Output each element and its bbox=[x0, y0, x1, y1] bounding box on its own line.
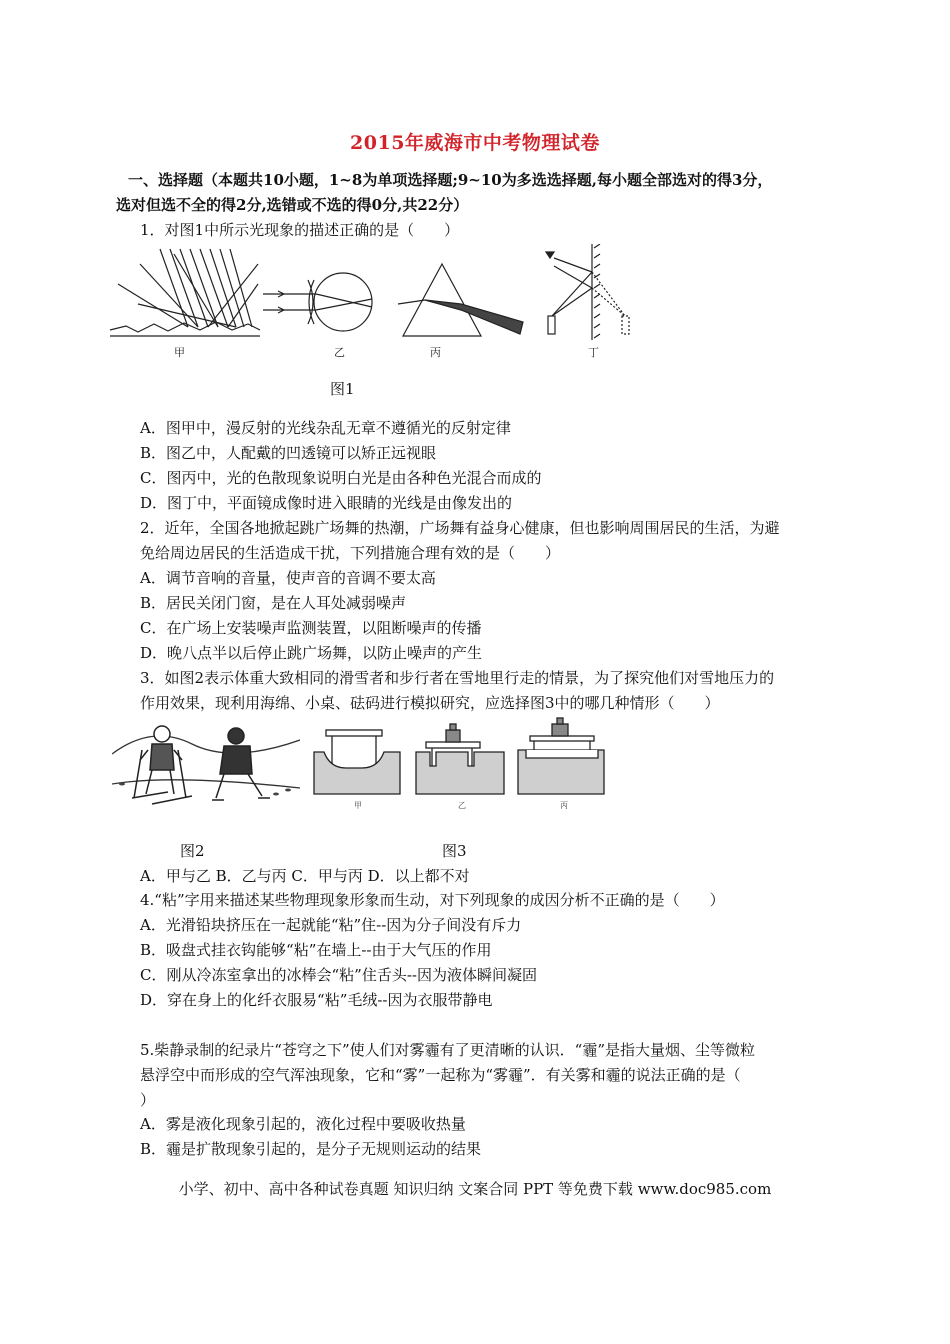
figure-2-skier-walker bbox=[112, 714, 300, 806]
section-heading-line1: 一、选择题（本题共10小题，1~8为单项选择题;9~10为多选选择题,每小题全部选对的得3分， bbox=[128, 171, 773, 189]
q4-option-c: C．刚从冷冻室拿出的冰棒会“粘”住舌头--因为液体瞬间凝固 bbox=[140, 966, 537, 984]
figure-3-sponge-table bbox=[308, 716, 614, 812]
q4-stem: 4.“粘”字用来描述某些物理现象形象而生动，对下列现象的成因分析不正确的是（ ） bbox=[140, 891, 725, 909]
footer-download-note: 小学、初中、高中各种试卷真题 知识归纳 文案合同 PPT 等免费下载 www.doc985.com bbox=[178, 1180, 772, 1198]
q2-stem-line2: 免给周边居民的生活造成干扰，下列措施合理有效的是（ ） bbox=[140, 544, 561, 562]
walker bbox=[212, 728, 270, 800]
q2-option-d: D．晚八点半以后停止跳广场舞，以防止噪声的产生 bbox=[140, 644, 483, 662]
q3-options: A．甲与乙 B．乙与丙 C．甲与丙 D．以上都不对 bbox=[140, 867, 470, 885]
q3-stem-line1: 3．如图2表示体重大致相同的滑雪者和步行者在雪地里行走的情景，为了探究他们对雪地压力的 bbox=[140, 669, 775, 687]
q4-option-b: B．吸盘式挂衣钩能够“粘”在墙上--由于大气压的作用 bbox=[140, 941, 492, 959]
fig1-label-yi: 乙 bbox=[334, 346, 345, 359]
q5-option-b: B．霾是扩散现象引起的，是分子无规则运动的结果 bbox=[140, 1140, 482, 1158]
fig1-jia-diffuse-reflection bbox=[110, 249, 260, 336]
fig1-label-ding: 丁 bbox=[588, 346, 599, 359]
fig1-ding-plane-mirror bbox=[546, 244, 629, 340]
fig3-label-bing: 丙 bbox=[560, 801, 568, 810]
fig3-caption: 图3 bbox=[442, 842, 467, 860]
fig1-caption: 图1 bbox=[330, 380, 355, 398]
fig3-bing bbox=[518, 718, 604, 794]
q5-stem-line2: 悬浮空中而形成的空气浑浊现象，它和“雾”一起称为“雾霾”．有关雾和霾的说法正确的是（ bbox=[140, 1066, 741, 1084]
fig3-label-jia: 甲 bbox=[354, 801, 362, 810]
q1-option-c: C．图丙中，光的色散现象说明白光是由各种色光混合而成的 bbox=[140, 469, 542, 487]
fig2-caption: 图2 bbox=[180, 842, 205, 860]
fig3-yi bbox=[416, 724, 504, 794]
section-heading-line2: 选对但选不全的得2分,选错或不选的得0分,共22分） bbox=[116, 196, 469, 214]
q5-stem-line3: ） bbox=[140, 1091, 156, 1109]
q1-stem: 1．对图1中所示光现象的描述正确的是（ ） bbox=[140, 221, 460, 239]
q1-option-b: B．图乙中，人配戴的凹透镜可以矫正远视眼 bbox=[140, 444, 437, 462]
q2-stem-line1: 2．近年，全国各地掀起跳广场舞的热潮，广场舞有益身心健康，但也影响周围居民的生活，为避 bbox=[140, 519, 780, 537]
q3-stem-line2: 作用效果，现利用海绵、小桌、砝码进行模拟研究，应选择图3中的哪几种情形（ ） bbox=[140, 694, 720, 712]
fig1-label-bing: 丙 bbox=[430, 346, 441, 359]
fig1-label-jia: 甲 bbox=[174, 346, 185, 359]
fig1-yi-eye-lens bbox=[263, 273, 372, 331]
q2-option-b: B．居民关闭门窗，是在人耳处减弱噪声 bbox=[140, 594, 407, 612]
fig3-label-yi: 乙 bbox=[458, 801, 466, 810]
q1-option-d: D．图丁中，平面镜成像时进入眼睛的光线是由像发出的 bbox=[140, 494, 513, 512]
skier bbox=[132, 726, 192, 804]
q2-option-a: A．调节音响的音量，使声音的音调不要太高 bbox=[140, 569, 436, 587]
q2-option-c: C．在广场上安装噪声监测装置，以阻断噪声的传播 bbox=[140, 619, 482, 637]
q1-option-a: A．图甲中，漫反射的光线杂乱无章不遵循光的反射定律 bbox=[140, 419, 511, 437]
figure-1 bbox=[108, 244, 648, 366]
q4-option-d: D．穿在身上的化纤衣服易“粘”毛绒--因为衣服带静电 bbox=[140, 991, 493, 1009]
q5-option-a: A．雾是液化现象引起的，液化过程中要吸收热量 bbox=[140, 1115, 466, 1133]
page-title: 2015年威海市中考物理试卷 bbox=[350, 132, 600, 154]
q5-stem-line1: 5.柴静录制的纪录片“苍穹之下”使人们对雾霾有了更清晰的认识．“霾”是指大量烟、尘等微粒 bbox=[140, 1041, 755, 1059]
fig3-jia bbox=[314, 730, 400, 794]
q4-option-a: A．光滑铅块挤压在一起就能“粘”住--因为分子间没有斥力 bbox=[140, 916, 522, 934]
fig1-bing-prism bbox=[398, 264, 523, 336]
